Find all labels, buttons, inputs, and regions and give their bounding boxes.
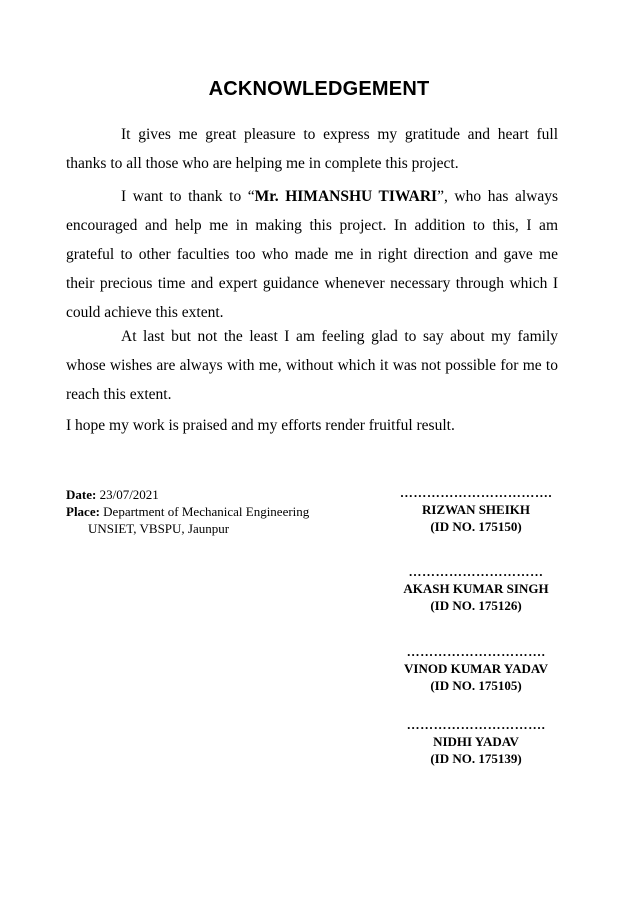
- paragraph-gratitude: It gives me great pleasure to express my gratitude and heart full thanks to all those who are helping me in complete this project.: [66, 126, 558, 172]
- signatory-name: RIZWAN SHEIKH: [422, 502, 530, 517]
- signature-line: …………………………….: [399, 485, 553, 500]
- paragraph-thanks-guide-after: ”, who has always encouraged and help me in making this project. In addition to this, I am grateful to other faculties too who made me in right direction and gave me their precious time and expert guidance whenever necessary through which I could achieve this extent.: [66, 188, 558, 321]
- date-place-block: [66, 486, 309, 537]
- place-continuation: UNSIET, VBSPU, Jaunpur: [88, 521, 230, 536]
- paragraph-thanks-guide: [66, 182, 558, 327]
- paragraph-family: At last but not the least I am feeling glad to say about my family whose wishes are always with me, without which it was not possible for me to reach this extent.: [66, 328, 558, 403]
- date-line: [66, 486, 309, 503]
- signature-line: ………………………….: [406, 644, 546, 659]
- signature-block: [380, 563, 572, 614]
- signatory-id: (ID NO. 175139): [430, 751, 522, 766]
- signature-line: …………………………: [408, 564, 544, 579]
- place-label: Place:: [66, 504, 100, 519]
- signature-block: [380, 484, 572, 535]
- signature-block: [380, 643, 572, 694]
- signatory-id: (ID NO. 175105): [430, 678, 522, 693]
- date-label: Date:: [66, 487, 97, 502]
- signatory-id: (ID NO. 175126): [430, 598, 522, 613]
- signature-block: [380, 716, 572, 767]
- paragraph-thanks-guide-before: I want to thank to “: [121, 188, 255, 205]
- place-line: [66, 503, 309, 520]
- paragraph-closing: I hope my work is praised and my efforts render fruitful result.: [66, 417, 455, 434]
- page-title: ACKNOWLEDGEMENT: [208, 78, 430, 100]
- signatory-name: NIDHI YADAV: [433, 734, 519, 749]
- signatory-name: VINOD KUMAR YADAV: [404, 661, 548, 676]
- signatory-name: AKASH KUMAR SINGH: [403, 581, 549, 596]
- date-value: 23/07/2021: [99, 487, 159, 502]
- place-value: Department of Mechanical Engineering: [103, 504, 310, 519]
- signatory-id: (ID NO. 175150): [430, 519, 522, 534]
- guide-name: Mr. HIMANSHU TIWARI: [254, 188, 438, 205]
- signature-line: ………………………….: [406, 717, 546, 732]
